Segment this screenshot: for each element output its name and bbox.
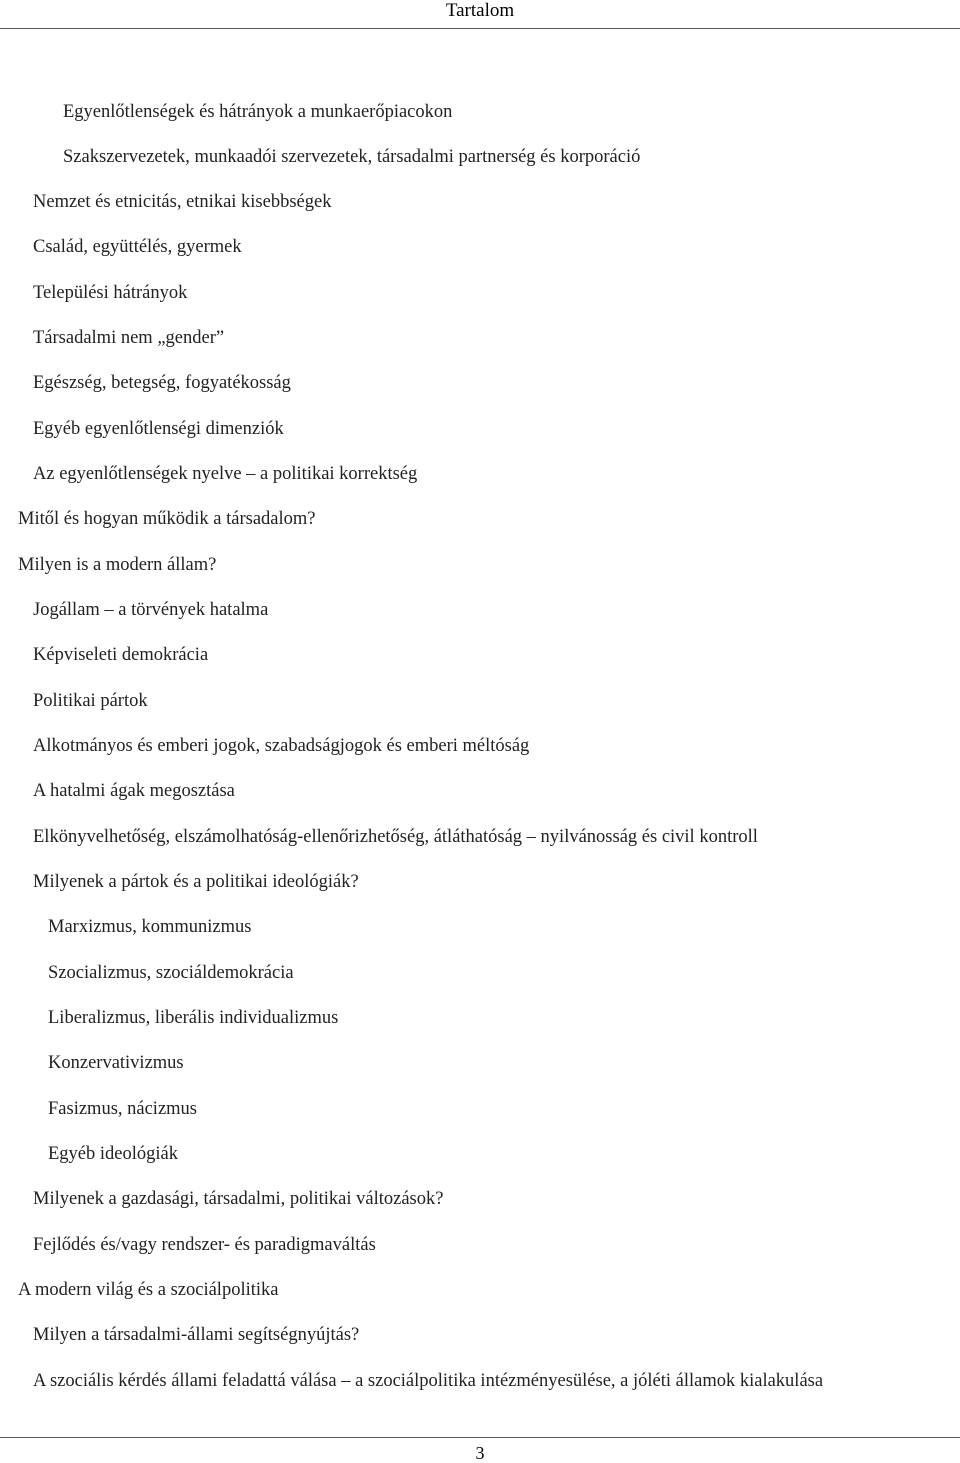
toc-entry[interactable]: Alkotmányos és emberi jogok, szabadságjogok és emberi méltóság [33, 736, 530, 756]
toc-entry[interactable]: Politikai pártok [33, 691, 148, 711]
toc-entry[interactable]: Szocializmus, szociáldemokrácia [48, 963, 294, 983]
toc-entry[interactable]: Képviseleti demokrácia [33, 645, 209, 665]
toc-entry[interactable]: A hatalmi ágak megosztása [33, 781, 235, 801]
toc-entry[interactable]: A modern világ és a szociálpolitika [18, 1280, 279, 1300]
toc-entry[interactable]: Nemzet és etnicitás, etnikai kisebbségek [33, 192, 332, 212]
toc-entry[interactable]: Milyenek a gazdasági, társadalmi, politikai változások? [33, 1189, 444, 1209]
toc-entry[interactable]: Fejlődés és/vagy rendszer- és paradigmaváltás [33, 1235, 376, 1255]
toc-entry[interactable]: Család, együttélés, gyermek [33, 237, 242, 257]
toc-entry[interactable]: Szakszervezetek, munkaadói szervezetek, társadalmi partnerség és korporáció [63, 147, 641, 167]
toc-entry[interactable]: Milyenek a pártok és a politikai ideológiák? [33, 872, 359, 892]
toc-entry[interactable]: Egyéb egyenlőtlenségi dimenziók [33, 419, 284, 439]
toc-entry[interactable]: Fasizmus, nácizmus [48, 1099, 198, 1119]
page-title: Tartalom [445, 0, 515, 21]
footer-divider [0, 1437, 960, 1438]
toc-entry[interactable]: Konzervativizmus [48, 1053, 184, 1073]
toc-entry[interactable]: Milyen is a modern állam? [18, 555, 217, 575]
toc-entry[interactable]: Települési hátrányok [33, 283, 188, 303]
page-header [0, 0, 960, 29]
page-number: 3 [475, 1443, 485, 1463]
toc-entry[interactable]: Liberalizmus, liberális individualizmus [48, 1008, 339, 1028]
toc-entry[interactable]: Marxizmus, kommunizmus [48, 917, 252, 937]
toc-entry[interactable]: Elkönyvelhetőség, elszámolhatóság-ellenőrizhetőség, átláthatóság – nyilvánosság és civil kontroll [33, 827, 758, 847]
toc-entry[interactable]: Jogállam – a törvények hatalma [33, 600, 269, 620]
toc-entry[interactable]: Az egyenlőtlenségek nyelve – a politikai korrektség [33, 464, 418, 484]
toc-entry[interactable]: Társadalmi nem „gender” [33, 328, 225, 348]
toc-entry[interactable]: A szociális kérdés állami feladattá válása – a szociálpolitika intézményesülése, a jóléti államok kialakulása [33, 1371, 824, 1391]
toc-entry[interactable]: Egyéb ideológiák [48, 1144, 178, 1164]
toc-entry[interactable]: Egyenlőtlenségek és hátrányok a munkaerőpiacokon [63, 102, 453, 122]
toc-entry[interactable]: Mitől és hogyan működik a társadalom? [18, 509, 316, 529]
toc-entry[interactable]: Egészség, betegség, fogyatékosság [33, 373, 291, 393]
toc-entry[interactable]: Milyen a társadalmi-állami segítségnyújtás? [33, 1325, 360, 1345]
